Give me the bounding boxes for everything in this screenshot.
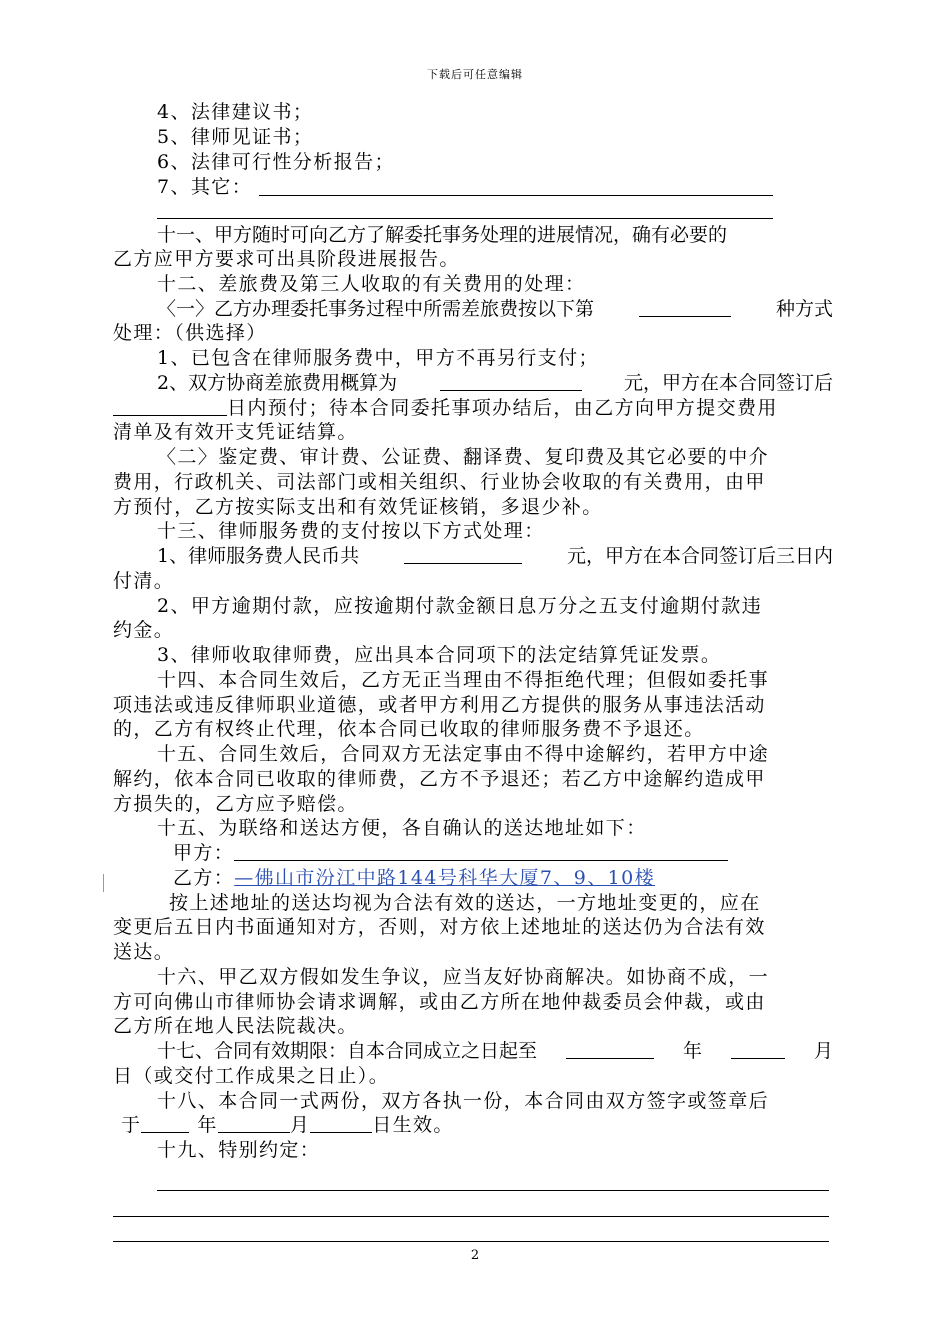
clause-18-line-1: 十八、本合同一式两份，双方各执一份，本合同由双方签字或签章后 [157,1090,770,1112]
clause-13-1-line-1 [113,544,833,568]
clause-13-3-line: 3、律师收取律师费，应出具本合同项下的法定结算凭证发票。 [157,644,722,666]
clause-16-line-3: 乙方所在地人民法院裁决。 [113,1015,358,1037]
clause-13-2-line-2: 约金。 [113,619,175,641]
party-a-address-line [173,841,833,865]
clause-12-1-text: 〈一〉乙方办理委托事务过程中所需差旅费按以下第 [157,298,595,320]
list-item-feasibility-report: 6、法律可行性分析报告； [157,151,395,173]
clause-16-line-2: 方可向佛山市律师协会请求调解，或由乙方所在地仲裁委员会仲裁，或由 [113,991,766,1013]
term-month-blank[interactable] [731,1039,785,1059]
clause-16-line-1: 十六、甲乙双方假如发生争议，应当友好协商解决。如协商不成，一 [157,966,770,988]
clause-12-1-suffix: 种方式 [775,298,833,320]
special-terms-blank-line-2[interactable] [113,1216,829,1217]
clause-11-line-2: 乙方应甲方要求可出具阶段进展报告。 [113,248,460,270]
delivery-line-2: 变更后五日内书面通知对方，否则，对方依上述地址的送达仍为合法有效 [113,916,766,938]
option-2-suffix: 元，甲方在本合同签订后 [623,372,833,394]
option-2-line-1 [113,371,833,395]
special-terms-blank-line-1[interactable] [157,1190,829,1191]
clause-17-month: 月 [813,1040,833,1062]
other-blank-line-1[interactable] [259,195,773,196]
clause-13-1-line-2: 付清。 [113,570,175,592]
page-number: 2 [470,1248,480,1263]
prepay-days-blank[interactable] [113,396,227,416]
clause-15-line-3: 方损失的，乙方应予赔偿。 [113,793,358,815]
clause-13-2-line-1: 2、甲方逾期付款，应按逾期付款金额日息万分之五支付逾期付款违 [157,595,763,617]
clause-17-line-1 [113,1039,833,1063]
service-fee-blank[interactable] [404,544,522,564]
clause-15-line-1: 十五、合同生效后，合同双方无法定事由不得中途解约，若甲方中途 [157,743,770,765]
other-label: 7、其它： [157,176,253,198]
clause-12-1-line-1 [113,297,833,321]
clause-19-heading: 十九、特别约定： [157,1139,321,1161]
travel-estimate-blank[interactable] [440,371,582,391]
party-b-address-link[interactable]: —佛山市汾江中路144号科华大厦7、9、10楼 [234,867,656,889]
clause-15b-heading: 十五、为联络和送达方便，各自确认的送达地址如下： [157,817,647,839]
clause-13-heading: 十三、律师服务费的支付按以下方式处理： [157,520,545,542]
effective-month-blank[interactable] [218,1113,290,1133]
effective-year-blank[interactable] [141,1113,189,1133]
clause-11-text: 十一、甲方随时可向乙方了解委托事务处理的进展情况，确有必要的 [157,224,728,246]
clause-12-heading: 十二、差旅费及第三人收取的有关费用的处理： [157,273,586,295]
clause-12-1-line-2: 处理：（供选择） [113,322,267,344]
list-item-witness-letter: 5、律师见证书； [157,126,314,148]
term-year-blank[interactable] [566,1039,654,1059]
clause-18-line-2 [121,1113,841,1137]
list-item-legal-advice: 4、法律建议书； [157,101,314,123]
clause-12-2-line-3: 方预付，乙方按实际支出和有效凭证核销，多退少补。 [113,496,603,518]
option-2-line-3: 清单及有效开支凭证结算。 [113,421,358,443]
party-b-label: 乙方： [173,867,235,889]
page-header-note: 下载后可任意编辑 [427,68,523,81]
clause-17-year: 年 [682,1040,702,1062]
option-2-line-2 [113,396,833,420]
clause-17-line-2: 日（或交付工作成果之日止）。 [113,1065,390,1087]
special-terms-blank-line-3[interactable] [113,1241,829,1242]
party-b-address-line [173,866,833,890]
clause-17-text: 十七、合同有效期限：自本合同成立之日起至 [157,1040,538,1062]
clause-15-line-2: 解约，依本合同已收取的律师费，乙方不予退还；若乙方中途解约造成甲 [113,768,766,790]
effective-day-blank[interactable] [310,1113,372,1133]
option-2-line-2-text: 日内预付；待本合同委托事项办结后，由乙方向甲方提交费用 [227,397,778,419]
clause-14-line-1: 十四、本合同生效后，乙方无正当理由不得拒绝代理；但假如委托事 [157,669,770,691]
other-blank-line-2[interactable] [157,218,773,219]
clause-14-line-2: 项违法或违反律师职业道德，或者甲方利用乙方提供的服务从事违法活动 [113,694,766,716]
clause-13-1-suffix: 元，甲方在本合同签订后三日内 [566,545,833,567]
option-1-line: 1、已包含在律师服务费中，甲方不再另行支付； [157,347,599,369]
clause-13-1-text: 1、律师服务费人民币共 [157,545,360,567]
text-cursor [103,874,104,892]
option-2-text: 2、双方协商差旅费用概算为 [157,372,398,394]
method-number-blank[interactable] [639,297,731,317]
clause-18-year: 年 [197,1114,218,1136]
clause-18-prefix: 于 [121,1114,142,1136]
party-a-address-blank[interactable] [234,841,728,861]
clause-11-line-1 [113,223,833,247]
delivery-line-1: 按上述地址的送达均视为合法有效的送达，一方地址变更的，应在 [169,892,761,914]
delivery-line-3: 送达。 [113,941,175,963]
clause-12-2-line-1: 〈二〉鉴定费、审计费、公证费、翻译费、复印费及其它必要的中介 [157,446,770,468]
clause-18-month: 月 [289,1114,311,1136]
clause-18-suffix: 日生效。 [372,1114,454,1136]
clause-14-line-3: 的，乙方有权终止代理，依本合同已收取的律师服务费不予退还。 [113,718,705,740]
clause-12-2-line-2: 费用，行政机关、司法部门或相关组织、行业协会收取的有关费用，由甲 [113,471,766,493]
party-a-label: 甲方： [173,842,235,864]
